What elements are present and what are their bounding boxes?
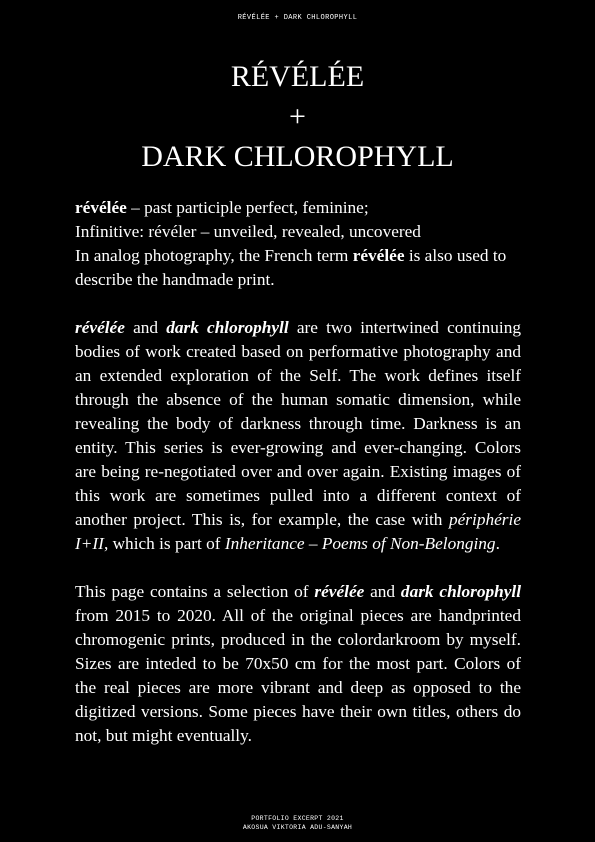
description-ref-work: périphérie I+II: [75, 510, 521, 553]
footer: [0, 815, 595, 832]
title-line-plus: +: [289, 100, 306, 133]
selection-and: and: [364, 582, 401, 601]
description-term-dark-chlorophyll: dark chlorophyll: [166, 318, 289, 337]
definition-line1-text: – past participle perfect, feminine;: [126, 198, 369, 217]
description-term-revelee: révélée: [75, 318, 125, 337]
selection-paragraph: [75, 580, 521, 748]
definition-term: révélée: [75, 198, 127, 217]
selection-text2: from 2015 to 2020. All of the original pieces are handprinted chromogenic prints, produced in the colordarkroom by myself. Sizes are inteded to be 70x50 cm for the most part. Colors of the real pieces are more vibrant and deep as opposed to the digitized versions. Some pieces have their own titles, others do not, but might eventually.: [75, 606, 521, 745]
selection-term-revelee: révélée: [314, 582, 365, 601]
description-and: and: [124, 318, 167, 337]
description-ref-project: Inheritance – Poems of Non-Belonging: [224, 534, 496, 553]
description-text3: .: [495, 534, 500, 553]
footer-author-name: AKOSUA VIKTORIA ADU-SANYAH: [242, 823, 353, 831]
page-title: [0, 57, 595, 177]
selection-term-dark-chlorophyll: dark chlorophyll: [400, 582, 522, 601]
title-line-revelee: RÉVÉLÉE: [230, 60, 365, 93]
definition-line3-after: is also used to describe the handmade print.: [75, 246, 507, 289]
definition-line3-term: révélée: [352, 246, 405, 265]
definition-paragraph: [75, 196, 521, 292]
running-header: RÉVÉLÉE + DARK CHLOROPHYLL: [237, 14, 358, 22]
definition-line3-before: In analog photography, the French term: [75, 246, 353, 265]
selection-text1: This page contains a selection of: [75, 582, 315, 601]
footer-portfolio-label: PORTFOLIO EXCERPT 2021: [251, 815, 344, 822]
description-text2: , which is part of: [103, 534, 225, 553]
description-text1: are two intertwined continuing bodies of work created based on performative photography and an extended exploration of the Self. The work defines itself through the absence of the human somatic dimension, while revealing the body of darkness through time. Darkness is an entity. This series is ever-growing and ever-changing. Colors are being re-negotiated over and over again. Existing images of this work are sometimes pulled into a different context of another project. This is, for example, the case with: [75, 318, 522, 529]
description-paragraph: [75, 316, 521, 556]
definition-infinitive: Infinitive: révéler – unveiled, revealed, uncovered: [75, 222, 421, 241]
title-line-dark-chlorophyll: DARK CHLOROPHYLL: [141, 140, 454, 173]
body-text: [75, 196, 521, 748]
